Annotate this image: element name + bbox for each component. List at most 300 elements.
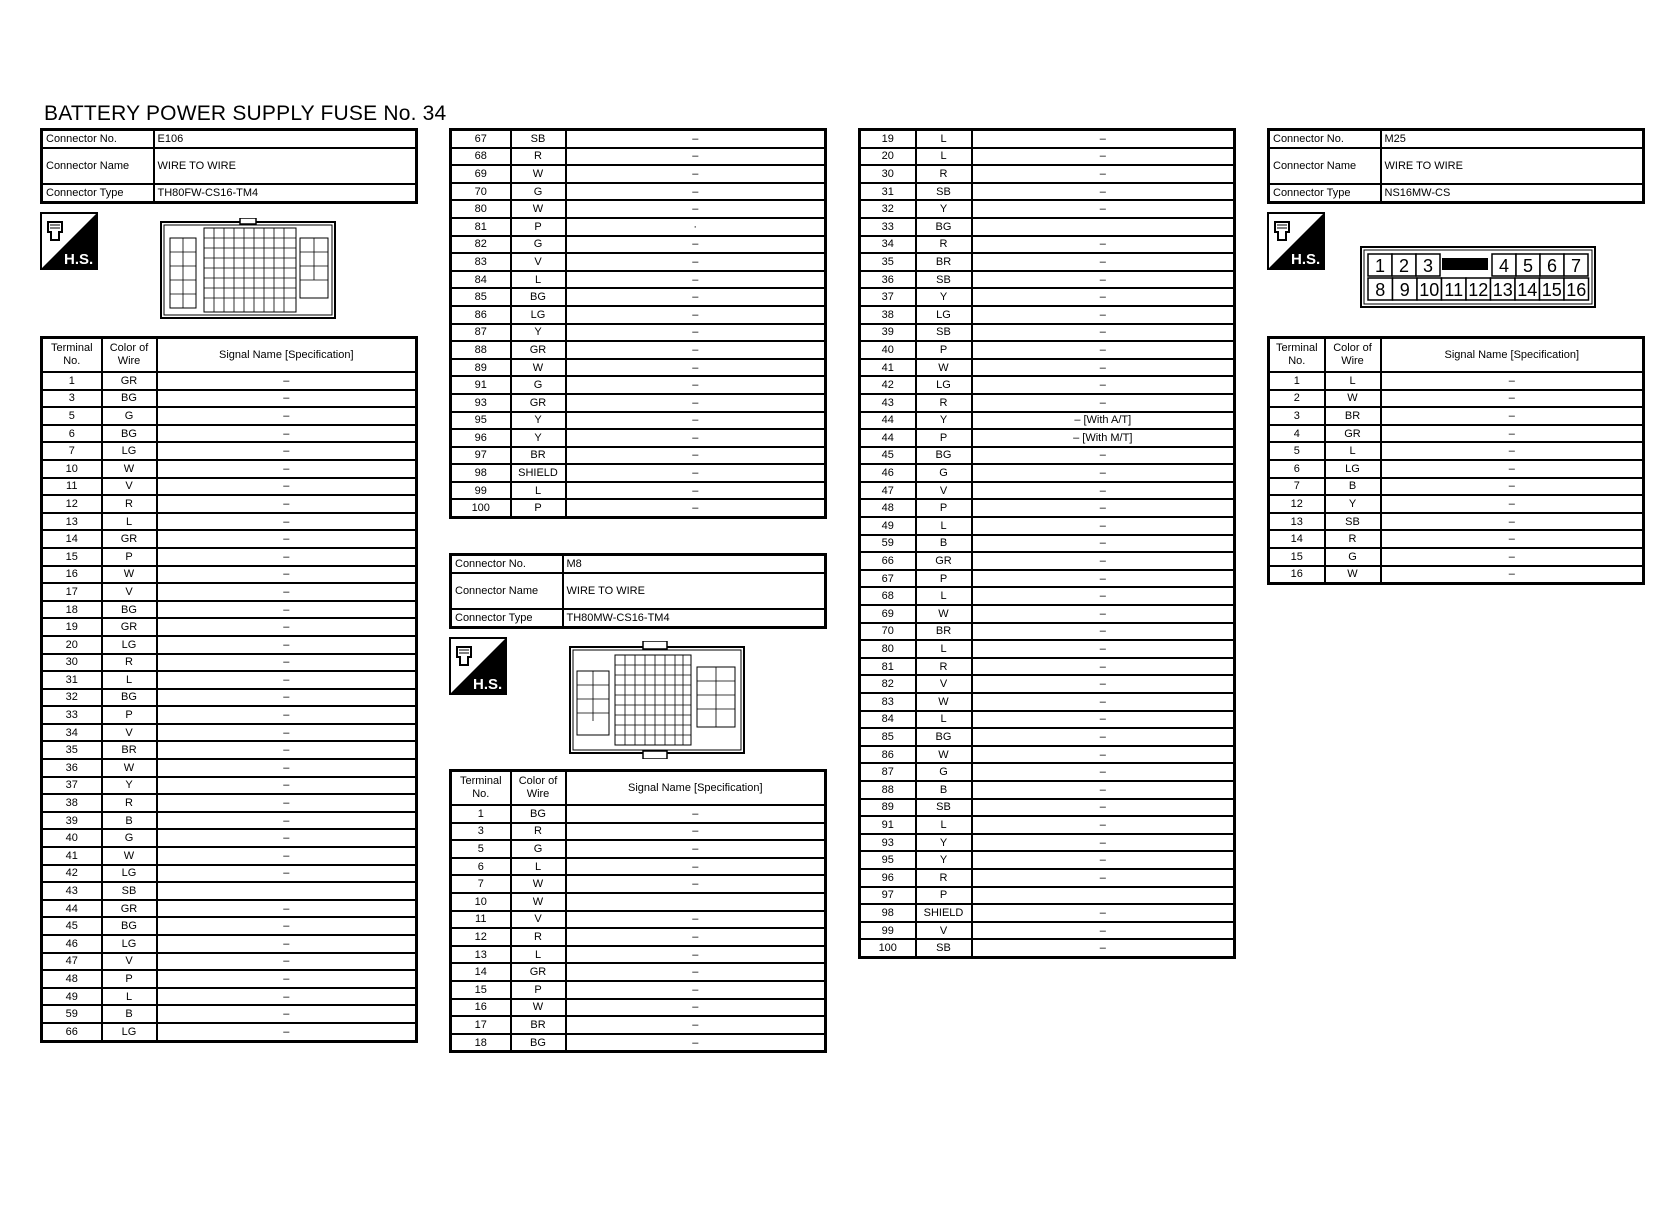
wire-color: SB: [1325, 513, 1381, 531]
table-row: [451, 946, 826, 964]
pin-number: 8: [1375, 280, 1386, 300]
terminal-no: 2: [1269, 390, 1325, 408]
wire-color: B: [916, 535, 972, 553]
signal-name: –: [157, 1005, 417, 1023]
table-row: [42, 935, 417, 953]
table-row: [42, 1023, 417, 1041]
terminal-no: 45: [42, 917, 102, 935]
terminal-no: 91: [860, 816, 916, 834]
wire-color: Y: [102, 777, 157, 795]
terminal-no: 39: [42, 812, 102, 830]
table-row: [860, 253, 1235, 271]
wire-color: R: [102, 794, 157, 812]
terminal-no: 13: [1269, 513, 1325, 531]
wire-color: L: [916, 517, 972, 535]
pin-number: 15: [1541, 280, 1562, 300]
signal-name: – [With M/T]: [972, 429, 1235, 447]
signal-name: –: [972, 341, 1235, 359]
signal-name: –: [1381, 425, 1644, 443]
wire-color: SB: [916, 271, 972, 289]
table-row: [860, 341, 1235, 359]
table-row: [451, 165, 826, 183]
signal-name: –: [157, 706, 417, 724]
signal-name: –: [566, 394, 826, 412]
connector-name-label: Connector Name: [1269, 148, 1381, 184]
terminal-no: 41: [42, 847, 102, 865]
terminal-no: 16: [451, 999, 511, 1017]
wire-color: P: [916, 570, 972, 588]
signal-name: –: [157, 741, 417, 759]
wire-color: LG: [102, 442, 157, 460]
wire-color: BR: [511, 447, 566, 465]
m8-terminal-table-part1: [449, 769, 827, 1053]
wire-color: G: [511, 236, 566, 254]
table-row: [860, 499, 1235, 517]
terminal-no-header: Terminal No.: [42, 338, 102, 373]
wire-color: Y: [511, 429, 566, 447]
terminal-no: 14: [451, 963, 511, 981]
table-row: [860, 236, 1235, 254]
wire-color: R: [511, 928, 566, 946]
signal-name: –: [157, 917, 417, 935]
hs-label: H.S.: [473, 676, 503, 694]
table-row: [1269, 530, 1644, 548]
wire-color: GR: [511, 341, 566, 359]
wire-color: W: [511, 165, 566, 183]
table-row: [860, 183, 1235, 201]
wire-color: BG: [511, 288, 566, 306]
wire-color: P: [511, 981, 566, 999]
terminal-no: 98: [451, 464, 511, 482]
table-row: [451, 499, 826, 517]
terminal-no: 31: [860, 183, 916, 201]
terminal-no: 96: [860, 869, 916, 887]
wire-color: B: [102, 1005, 157, 1023]
terminal-no: 59: [860, 535, 916, 553]
connector-type-label: Connector Type: [451, 609, 563, 628]
table-row: [860, 711, 1235, 729]
terminal-no: 47: [860, 482, 916, 500]
signal-name: –: [1381, 407, 1644, 425]
wire-color: V: [511, 911, 566, 929]
wire-color: SB: [916, 183, 972, 201]
signal-name: –: [566, 429, 826, 447]
table-row: [451, 893, 826, 911]
signal-name: –: [566, 981, 826, 999]
terminal-no: 43: [42, 882, 102, 900]
signal-name: –: [157, 478, 417, 496]
table-row: [860, 658, 1235, 676]
signal-name: –: [1381, 460, 1644, 478]
table-row: [42, 583, 417, 601]
signal-name: –: [566, 341, 826, 359]
terminal-no: 42: [860, 376, 916, 394]
terminal-no: 5: [42, 407, 102, 425]
terminal-no: 7: [451, 875, 511, 893]
table-row: [451, 288, 826, 306]
signal-name: –: [157, 460, 417, 478]
wire-color: SB: [916, 324, 972, 342]
wire-color: W: [916, 693, 972, 711]
terminal-no: 18: [451, 1034, 511, 1052]
signal-name: –: [972, 148, 1235, 166]
wire-color: L: [916, 711, 972, 729]
table-row: [42, 794, 417, 812]
signal-name: –: [566, 412, 826, 430]
table-row: [42, 601, 417, 619]
wire-color: G: [102, 407, 157, 425]
wire-color: R: [102, 495, 157, 513]
connector-no-label: Connector No.: [42, 130, 154, 149]
table-row: [860, 922, 1235, 940]
table-row: [1269, 372, 1644, 390]
wire-color: V: [511, 253, 566, 271]
pin-number: 12: [1468, 280, 1489, 300]
wire-color: LG: [102, 1023, 157, 1041]
terminal-no: 82: [860, 675, 916, 693]
signal-name: –: [972, 922, 1235, 940]
table-row: [42, 478, 417, 496]
signal-name: –: [972, 464, 1235, 482]
table-row: [42, 442, 417, 460]
signal-name: –: [566, 288, 826, 306]
signal-name: –: [566, 376, 826, 394]
terminal-no: 17: [451, 1016, 511, 1034]
wire-color: G: [511, 376, 566, 394]
wire-color: BG: [102, 917, 157, 935]
signal-name: –: [566, 148, 826, 166]
wire-color: G: [916, 763, 972, 781]
wire-color: W: [1325, 566, 1381, 584]
wire-color: R: [916, 394, 972, 412]
signal-name: –: [157, 390, 417, 408]
signal-name: –: [157, 953, 417, 971]
wire-color: LG: [511, 306, 566, 324]
terminal-no: 16: [42, 566, 102, 584]
wire-color: Y: [511, 324, 566, 342]
wire-color: B: [1325, 478, 1381, 496]
signal-name: –: [972, 517, 1235, 535]
color-of-wire-header: Color of Wire: [1325, 338, 1381, 373]
signal-name-header: Signal Name [Specification]: [1381, 338, 1644, 373]
terminal-no: 15: [42, 548, 102, 566]
terminal-no: 33: [860, 218, 916, 236]
signal-name: –: [157, 970, 417, 988]
table-row: [451, 482, 826, 500]
connector-type-label: Connector Type: [42, 184, 154, 203]
signal-name: –: [972, 253, 1235, 271]
terminal-no: 49: [42, 988, 102, 1006]
table-row: [1269, 513, 1644, 531]
table-row: [860, 464, 1235, 482]
table-row: [451, 376, 826, 394]
terminal-no: 83: [451, 253, 511, 271]
table-row: [860, 640, 1235, 658]
table-row: [42, 900, 417, 918]
table-row: [860, 570, 1235, 588]
connector-m25-info: [1267, 128, 1645, 204]
terminal-no: 39: [860, 324, 916, 342]
table-row: [1269, 566, 1644, 584]
wire-color: BG: [102, 689, 157, 707]
wire-color: GR: [916, 552, 972, 570]
wire-color: B: [916, 781, 972, 799]
wire-color: P: [102, 706, 157, 724]
table-row: [860, 165, 1235, 183]
terminal-no: 87: [451, 324, 511, 342]
wire-color: G: [102, 829, 157, 847]
signal-name: –: [157, 759, 417, 777]
terminal-no: 41: [860, 359, 916, 377]
terminal-no: 66: [860, 552, 916, 570]
signal-name: –: [972, 746, 1235, 764]
connector-type-value: TH80MW-CS16-TM4: [563, 609, 826, 628]
signal-name: –: [157, 865, 417, 883]
table-row: [42, 970, 417, 988]
table-row: [451, 394, 826, 412]
table-row: [860, 130, 1235, 148]
signal-name: –: [566, 875, 826, 893]
table-row: [860, 394, 1235, 412]
wire-color: GR: [102, 900, 157, 918]
table-row: [42, 741, 417, 759]
signal-name: –: [566, 946, 826, 964]
wire-color: V: [916, 482, 972, 500]
terminal-no: 5: [451, 840, 511, 858]
signal-name: –: [972, 781, 1235, 799]
table-row: [860, 306, 1235, 324]
terminal-no-header: Terminal No.: [451, 771, 511, 806]
terminal-no: 36: [42, 759, 102, 777]
terminal-no: 96: [451, 429, 511, 447]
wire-color: V: [102, 953, 157, 971]
pin-number: 6: [1546, 256, 1558, 276]
terminal-no: 68: [860, 587, 916, 605]
signal-name: ·: [566, 218, 826, 236]
table-row: [860, 763, 1235, 781]
wire-color: BG: [511, 805, 566, 823]
table-row: [860, 834, 1235, 852]
table-row: [451, 324, 826, 342]
terminal-no: 13: [42, 513, 102, 531]
terminal-no: 10: [451, 893, 511, 911]
wire-color: L: [1325, 442, 1381, 460]
terminal-no: 32: [860, 200, 916, 218]
table-row: [1269, 390, 1644, 408]
connector-face-m8: [569, 641, 745, 759]
table-row: [42, 724, 417, 742]
signal-name: –: [157, 671, 417, 689]
wire-color: L: [916, 640, 972, 658]
connector-m25-diagram: [1267, 204, 1645, 336]
signal-name: –: [566, 165, 826, 183]
m25-terminal-table: [1267, 336, 1645, 585]
wire-color: P: [916, 499, 972, 517]
terminal-no: 19: [42, 618, 102, 636]
table-row: [860, 535, 1235, 553]
table-row: [860, 623, 1235, 641]
wire-color: P: [916, 429, 972, 447]
harness-side-icon: [40, 212, 98, 270]
terminal-no: 81: [451, 218, 511, 236]
terminal-no: 37: [42, 777, 102, 795]
table-row: [860, 799, 1235, 817]
terminal-no: 89: [451, 359, 511, 377]
signal-name: –: [972, 939, 1235, 957]
signal-name: –: [566, 200, 826, 218]
wire-color: BG: [102, 425, 157, 443]
signal-name: –: [157, 407, 417, 425]
terminal-no: 5: [1269, 442, 1325, 460]
table-row: [451, 130, 826, 148]
signal-name: –: [157, 513, 417, 531]
signal-name: –: [157, 372, 417, 390]
table-row: [451, 858, 826, 876]
signal-name: –: [972, 324, 1235, 342]
terminal-no: 1: [1269, 372, 1325, 390]
wire-color: Y: [511, 412, 566, 430]
table-row: [42, 988, 417, 1006]
terminal-no: 7: [1269, 478, 1325, 496]
wire-color: P: [102, 548, 157, 566]
terminal-no: 93: [451, 394, 511, 412]
terminal-no: 44: [860, 429, 916, 447]
terminal-no: 19: [860, 130, 916, 148]
wire-color: BR: [916, 253, 972, 271]
terminal-no: 7: [42, 442, 102, 460]
signal-name: –: [566, 359, 826, 377]
connector-no-value: M8: [563, 555, 826, 574]
table-row: [42, 671, 417, 689]
pin-number: 5: [1522, 256, 1534, 276]
table-row: [451, 359, 826, 377]
signal-name: –: [566, 130, 826, 148]
table-row: [1269, 460, 1644, 478]
signal-name: –: [566, 271, 826, 289]
table-row: [451, 911, 826, 929]
signal-name: –: [972, 482, 1235, 500]
terminal-no: 48: [860, 499, 916, 517]
connector-no-value: E106: [154, 130, 417, 149]
table-row: [860, 675, 1235, 693]
pin-number: 11: [1444, 280, 1464, 300]
wire-color: L: [102, 988, 157, 1006]
table-row: [451, 1016, 826, 1034]
signal-name: –: [566, 183, 826, 201]
terminal-no: 38: [860, 306, 916, 324]
table-row: [860, 781, 1235, 799]
table-row: [451, 928, 826, 946]
table-row: [860, 288, 1235, 306]
table-row: [42, 654, 417, 672]
terminal-no-header: Terminal No.: [1269, 338, 1325, 373]
table-row: [860, 218, 1235, 236]
terminal-no: 4: [1269, 425, 1325, 443]
wire-color: SB: [102, 882, 157, 900]
signal-name: –: [157, 495, 417, 513]
terminal-no: 3: [1269, 407, 1325, 425]
wire-color: LG: [102, 636, 157, 654]
table-row: [42, 618, 417, 636]
signal-name: –: [566, 858, 826, 876]
pin-number: 7: [1570, 256, 1582, 276]
terminal-no: 70: [860, 623, 916, 641]
terminal-no: 43: [860, 394, 916, 412]
pin-number: 10: [1419, 280, 1440, 300]
signal-name: –: [157, 777, 417, 795]
wire-color: BR: [1325, 407, 1381, 425]
table-row: [451, 1034, 826, 1052]
wire-color: W: [511, 999, 566, 1017]
signal-name: –: [972, 869, 1235, 887]
signal-name: –: [566, 823, 826, 841]
connector-type-label: Connector Type: [1269, 184, 1381, 203]
wire-color: GR: [102, 372, 157, 390]
table-row: [42, 882, 417, 900]
table-row: [451, 999, 826, 1017]
table-row: [42, 1005, 417, 1023]
terminal-no: 84: [860, 711, 916, 729]
wire-color: GR: [511, 394, 566, 412]
terminal-no: 35: [42, 741, 102, 759]
terminal-no: 46: [860, 464, 916, 482]
wire-color: W: [102, 566, 157, 584]
signal-name: –: [566, 999, 826, 1017]
wire-color: L: [511, 482, 566, 500]
terminal-no: 42: [42, 865, 102, 883]
wire-color: L: [511, 858, 566, 876]
signal-name: –: [157, 988, 417, 1006]
signal-name: –: [157, 583, 417, 601]
table-row: [860, 271, 1235, 289]
signal-name: –: [157, 636, 417, 654]
table-row: [42, 425, 417, 443]
wire-color: GR: [102, 618, 157, 636]
table-row: [42, 566, 417, 584]
wire-color: L: [916, 587, 972, 605]
terminal-no: 99: [451, 482, 511, 500]
table-row: [1269, 407, 1644, 425]
signal-name: –: [566, 840, 826, 858]
connector-e106-diagram: [40, 204, 418, 336]
table-row: [451, 840, 826, 858]
signal-name: –: [972, 799, 1235, 817]
wire-color: L: [916, 816, 972, 834]
terminal-no: 3: [451, 823, 511, 841]
signal-name: –: [157, 724, 417, 742]
signal-name: –: [566, 324, 826, 342]
table-row: [860, 728, 1235, 746]
e106-terminal-table-part2: [449, 128, 827, 519]
connector-name-value: WIRE TO WIRE: [1381, 148, 1644, 184]
terminal-no: 91: [451, 376, 511, 394]
wire-color: SHIELD: [916, 904, 972, 922]
terminal-no: 81: [860, 658, 916, 676]
wire-color: BG: [511, 1034, 566, 1052]
signal-name: –: [1381, 566, 1644, 584]
signal-name: –: [972, 394, 1235, 412]
terminal-no: 15: [451, 981, 511, 999]
table-row: [451, 823, 826, 841]
table-row: [860, 200, 1235, 218]
table-row: [860, 816, 1235, 834]
table-row: [42, 759, 417, 777]
table-row: [451, 148, 826, 166]
table-row: [1269, 495, 1644, 513]
signal-name: –: [972, 763, 1235, 781]
connector-type-value: NS16MW-CS: [1381, 184, 1644, 203]
terminal-no: 68: [451, 148, 511, 166]
